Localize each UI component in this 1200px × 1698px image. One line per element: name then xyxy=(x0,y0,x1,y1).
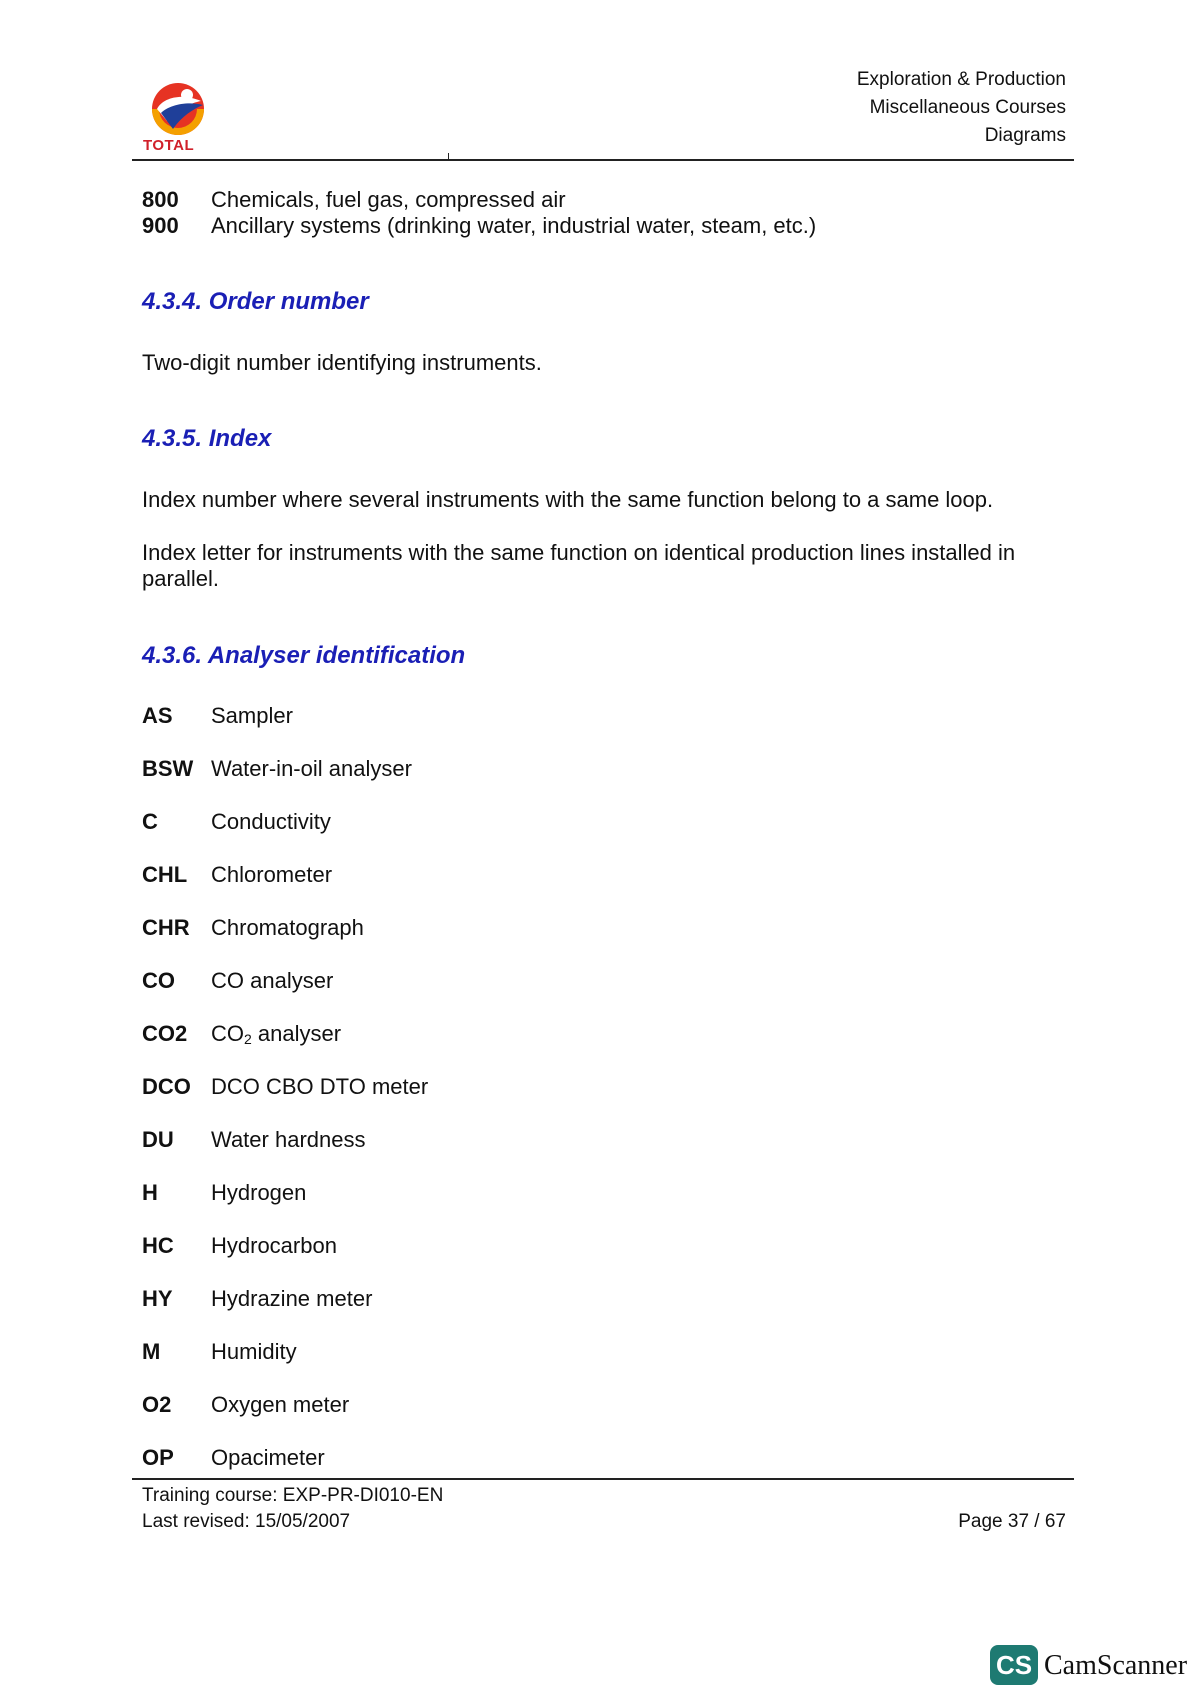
camscanner-watermark: CamScanner xyxy=(1044,1650,1188,1681)
analyser-code: OP xyxy=(142,1445,174,1470)
analyser-code: M xyxy=(142,1339,161,1364)
analyser-description: Hydrazine meter xyxy=(211,1286,373,1311)
analyser-code: C xyxy=(142,809,158,834)
analyser-code: O2 xyxy=(142,1392,172,1417)
analyser-description: Chlorometer xyxy=(211,862,333,887)
header-line-1: Exploration & Production xyxy=(856,69,1066,90)
analyser-description: Humidity xyxy=(211,1339,297,1364)
header-rule-tick xyxy=(448,153,449,161)
analyser-description: Hydrogen xyxy=(211,1180,307,1205)
code-description: Ancillary systems (drinking water, industrial water, steam, etc.) xyxy=(211,213,817,238)
analyser-description-co2: $CO_2$ analyser xyxy=(211,1021,342,1047)
index-paragraph-1: Index number where several instruments with the same function belong to a same loop. xyxy=(142,487,994,512)
analyser-code: AS xyxy=(142,703,173,728)
order-number-text: Two-digit number identifying instruments. xyxy=(142,350,542,375)
analyser-code: CO xyxy=(142,968,175,993)
analyser-description: Hydrocarbon xyxy=(211,1233,337,1258)
footer-course: Training course: EXP-PR-DI010-EN xyxy=(142,1485,444,1506)
analyser-description: Sampler xyxy=(211,703,293,728)
analyser-description: DCO CBO DTO meter xyxy=(211,1074,429,1099)
analyser-code: BSW xyxy=(142,756,194,781)
analyser-description: Oxygen meter xyxy=(211,1392,350,1417)
section-heading-index: 4.3.5. Index xyxy=(142,425,272,452)
header-rule xyxy=(132,159,1074,161)
logo-wordmark: TOTAL xyxy=(143,137,195,154)
analyser-code: H xyxy=(142,1180,158,1205)
analyser-code: HY xyxy=(142,1286,173,1311)
analyser-description: Opacimeter xyxy=(211,1445,325,1470)
footer-page-number: Page 37 / 67 xyxy=(958,1511,1066,1532)
analyser-description: CO analyser xyxy=(211,968,334,993)
header-line-3: Diagrams xyxy=(984,125,1066,146)
code-label: 900 xyxy=(142,213,179,238)
analyser-description: Chromatograph xyxy=(211,915,364,940)
code-label: 800 xyxy=(142,187,179,212)
header-line-2: Miscellaneous Courses xyxy=(869,97,1066,118)
footer-revised: Last revised: 15/05/2007 xyxy=(142,1511,351,1532)
analyser-code: CO2 xyxy=(142,1021,188,1046)
analyser-code: HC xyxy=(142,1233,174,1258)
section-heading-analyser: 4.3.6. Analyser identification xyxy=(142,642,466,669)
analyser-description: Water-in-oil analyser xyxy=(211,756,412,781)
analyser-description: Conductivity xyxy=(211,809,331,834)
analyser-code: DU xyxy=(142,1127,174,1152)
code-description: Chemicals, fuel gas, compressed air xyxy=(211,187,566,212)
header-info xyxy=(857,66,1066,150)
analyser-description: Water hardness xyxy=(211,1127,366,1152)
section-heading-order-number: 4.3.4. Order number xyxy=(142,288,369,315)
index-paragraph-2: Index letter for instruments with the same function on identical production lines installed in parallel. xyxy=(142,540,1016,591)
camscanner-logo-icon: CS xyxy=(990,1645,1038,1685)
analyser-code: CHL xyxy=(142,862,188,887)
analyser-code: DCO xyxy=(142,1074,191,1099)
footer-rule xyxy=(132,1478,1074,1480)
analyser-code: CHR xyxy=(142,915,190,940)
